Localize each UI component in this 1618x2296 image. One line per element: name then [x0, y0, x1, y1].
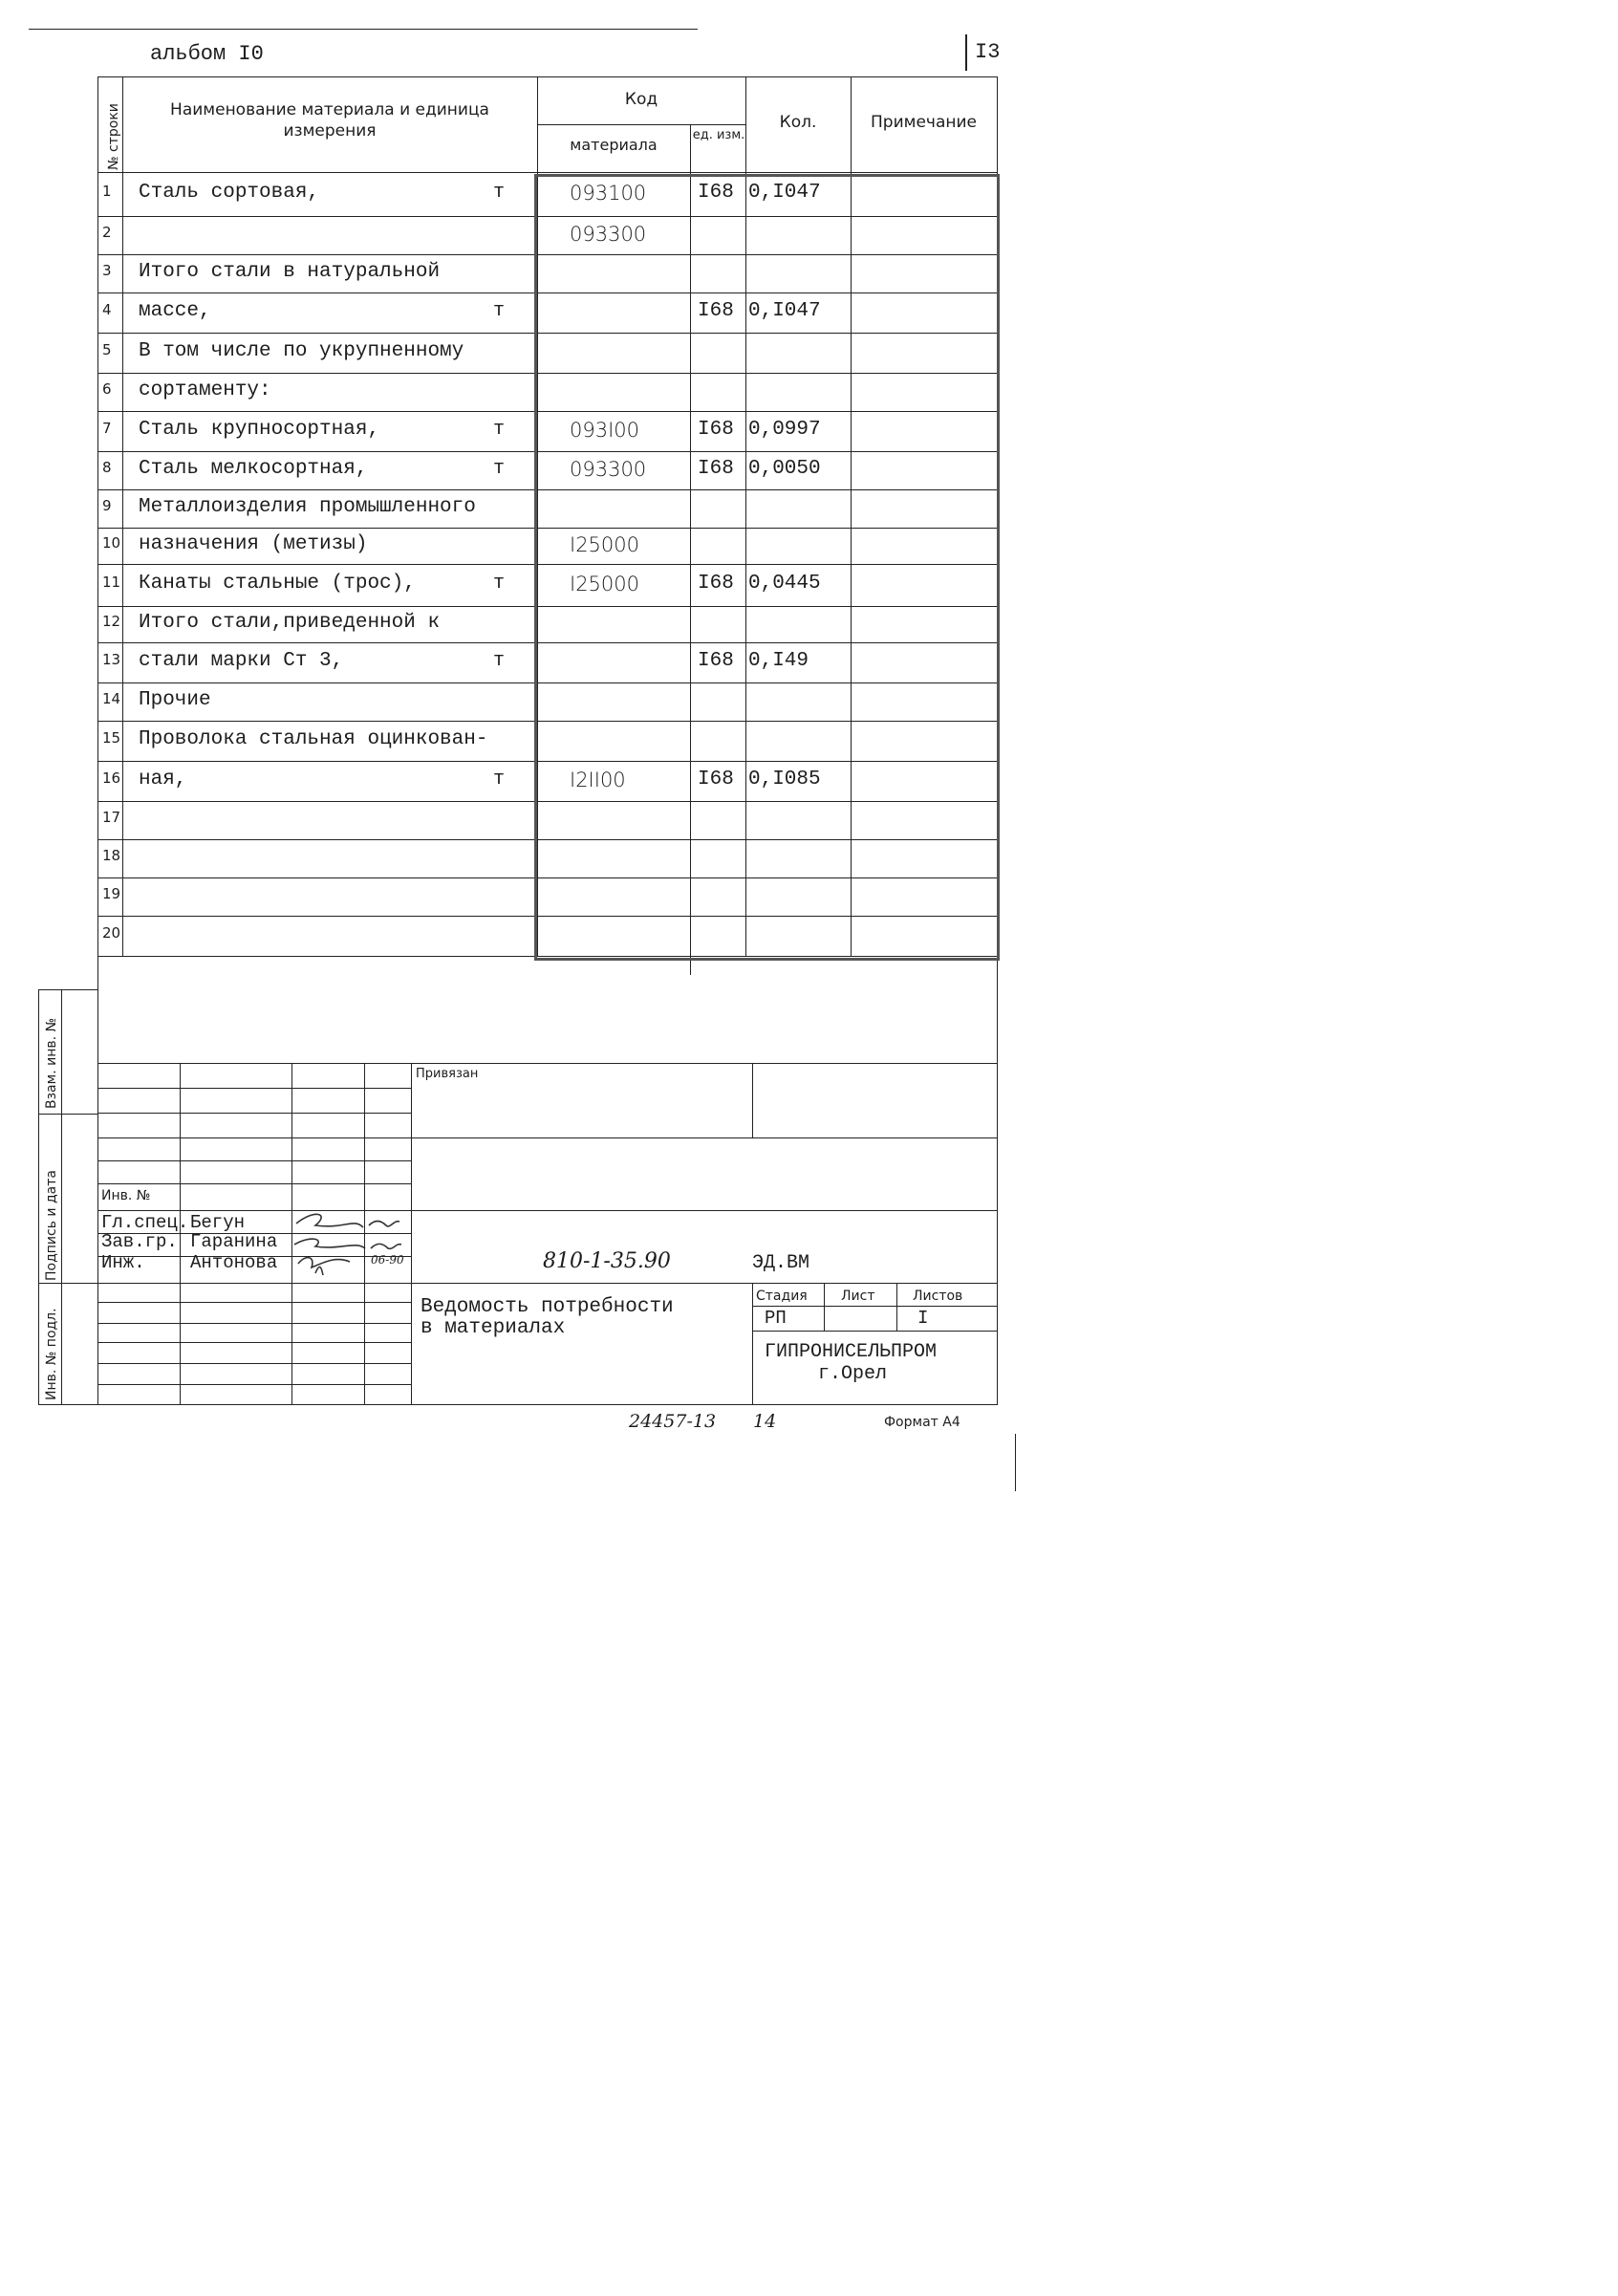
row-number: 4 [102, 301, 112, 318]
stamp-name-3: Антонова [190, 1252, 278, 1273]
row-material-name: Сталь крупносортная, [139, 419, 380, 441]
col-header-code-material: материала [570, 136, 658, 154]
stamp-org-1: ГИПРОНИСЕЛЬПРОМ [765, 1341, 938, 1363]
side-label-inv-podl: Инв. № подл. [44, 1308, 59, 1400]
frame-right-tail [1015, 1434, 1016, 1491]
row-number: 11 [102, 574, 121, 591]
stamp-info-divider [752, 1283, 753, 1404]
row-material-name: Сталь сортовая, [139, 182, 320, 204]
stamp-stage: РП [765, 1308, 787, 1329]
side-label-podpis: Подпись и дата [44, 1170, 59, 1281]
stamp-privyazan: Привязан [416, 1067, 479, 1081]
stamp-org-2: г.Орел [818, 1363, 888, 1385]
row-unit-code: I68 [698, 182, 734, 204]
col-header-qty: Кол. [779, 113, 817, 132]
stamp-inv-no: Инв. № [101, 1188, 151, 1203]
row-quantity: 0,I085 [748, 769, 821, 791]
side-label-vzam: Взам. инв. № [44, 1017, 59, 1109]
side-divider-1 [38, 1114, 97, 1115]
row-number: 8 [102, 459, 112, 476]
highlight-frame [534, 174, 1000, 961]
side-inner-line [61, 989, 62, 1405]
row-number: 17 [102, 809, 121, 826]
row-unit-code: I68 [698, 650, 734, 672]
row-material-name: Прочие [139, 689, 211, 711]
col-header-code: Код [624, 90, 658, 109]
row-material-code: 093300 [570, 223, 647, 246]
stamp-doc-suffix: ЭД.ВМ [752, 1252, 810, 1274]
stamp-bottom-line [97, 1404, 997, 1405]
stamp-privyazan-divider [752, 1063, 753, 1137]
row-number-column-line [122, 76, 123, 956]
album-label: альбом I0 [150, 42, 264, 66]
row-unit-code: I68 [698, 573, 734, 595]
row-number: 3 [102, 262, 112, 279]
row-unit: т [493, 182, 506, 204]
footer-sheet-no: 14 [753, 1411, 777, 1432]
row-unit: т [493, 650, 506, 672]
row-number: 9 [102, 497, 112, 514]
row-material-name: сортаменту: [139, 379, 271, 401]
row-number: 16 [102, 769, 121, 787]
row-unit: т [493, 573, 506, 595]
row-number: 7 [102, 420, 112, 437]
row-number: 10 [102, 534, 121, 552]
stamp-left-line [97, 956, 98, 1405]
row-unit-code: I68 [698, 458, 734, 480]
stamp-date-mark: 06-90 [371, 1253, 404, 1267]
row-material-name: Металлоизделия промышленного [139, 496, 476, 518]
table-header-bottom [97, 172, 997, 173]
col-header-code-unit: ед. изм. [692, 128, 745, 142]
row-number: 15 [102, 729, 121, 747]
row-quantity: 0,I49 [748, 650, 809, 672]
row-unit: т [493, 419, 506, 441]
row-unit-code: I68 [698, 769, 734, 791]
row-material-name: назначения (метизы) [139, 533, 368, 555]
row-quantity: 0,I047 [748, 182, 821, 204]
row-quantity: 0,0050 [748, 458, 821, 480]
row-unit-code: I68 [698, 419, 734, 441]
stamp-name-1: Бегун [190, 1212, 246, 1233]
row-material-code: 093100 [570, 182, 647, 205]
row-material-name: ная, [139, 769, 187, 791]
row-material-name: Канаты стальные (трос), [139, 573, 416, 595]
row-material-code: I25000 [570, 573, 639, 596]
top-rule [29, 29, 698, 30]
row-material-name: В том числе по укрупненному [139, 340, 464, 362]
stamp-sheets: I [917, 1308, 929, 1329]
row-material-code: 093I00 [570, 419, 639, 442]
stamp-stage-line [752, 1306, 997, 1307]
row-number: 19 [102, 885, 121, 902]
page-number-frame [965, 34, 967, 71]
row-material-name: Сталь мелкосортная, [139, 458, 368, 480]
col-header-row-no: № строки [106, 103, 121, 170]
side-left-line [38, 989, 39, 1405]
row-number: 1 [102, 183, 112, 200]
row-quantity: 0,0997 [748, 419, 821, 441]
row-number: 14 [102, 690, 121, 707]
stamp-grid-vline [411, 1063, 412, 1404]
table-left-border [97, 76, 98, 956]
stamp-stage-vline-1 [824, 1283, 825, 1331]
stamp-right-line-2 [411, 1210, 997, 1211]
row-unit: т [493, 769, 506, 791]
row-unit-code: I68 [698, 300, 734, 322]
row-number: 2 [102, 224, 112, 241]
row-quantity: 0,I047 [748, 300, 821, 322]
page-number: I3 [975, 40, 1001, 64]
table-top-border [97, 76, 997, 77]
code-subheader-line [537, 124, 745, 125]
stamp-grid-vline [291, 1063, 292, 1404]
side-top-line [38, 989, 97, 990]
col-header-note: Примечание [871, 113, 977, 132]
row-unit: т [493, 458, 506, 480]
stamp-role-3: Инж. [101, 1252, 145, 1273]
side-bottom-line [38, 1404, 97, 1405]
signature-scribbles [287, 1206, 411, 1278]
row-number: 18 [102, 847, 121, 864]
row-material-code: I2II00 [570, 769, 626, 791]
footer-format: Формат А4 [884, 1415, 960, 1430]
row-material-name: Проволока стальная оцинкован- [139, 728, 488, 750]
stamp-name-2: Гаранина [190, 1231, 278, 1252]
stamp-stage-label: Стадия [756, 1289, 808, 1304]
stamp-sheets-label: Листов [913, 1289, 963, 1304]
row-material-code: I25000 [570, 533, 639, 556]
stamp-stage-line-2 [752, 1331, 997, 1332]
row-material-name: массе, [139, 300, 211, 322]
row-number: 20 [102, 924, 121, 942]
row-number: 12 [102, 613, 121, 630]
row-material-name: Итого стали,приведенной к [139, 612, 441, 634]
row-number: 13 [102, 651, 121, 668]
stamp-stage-vline-2 [896, 1283, 897, 1331]
row-number: 5 [102, 341, 112, 358]
stamp-sheet-label: Лист [841, 1289, 875, 1304]
row-unit: т [493, 300, 506, 322]
stamp-role-2: Зав.гр. [101, 1231, 178, 1252]
side-divider-2 [38, 1283, 97, 1284]
stamp-doc-code: 810-1-35.90 [543, 1249, 671, 1273]
row-quantity: 0,0445 [748, 573, 821, 595]
row-number: 6 [102, 380, 112, 398]
stamp-right-line-1 [411, 1137, 997, 1138]
stamp-title-1: Ведомость потребности [421, 1296, 674, 1318]
stamp-role-1: Гл.спец. [101, 1212, 189, 1233]
row-material-name: стали марки Ст 3, [139, 650, 344, 672]
row-material-code: 093300 [570, 458, 647, 481]
stamp-right-line-3 [411, 1283, 997, 1284]
stamp-grid-vline [180, 1063, 181, 1404]
stamp-title-2: в материалах [421, 1317, 566, 1339]
row-material-name: Итого стали в натуральной [139, 261, 441, 283]
stamp-grid-vline [364, 1063, 365, 1404]
col-header-name: Наименование материала и единица измерения [170, 100, 489, 141]
footer-archive-no: 24457-13 [629, 1411, 717, 1432]
